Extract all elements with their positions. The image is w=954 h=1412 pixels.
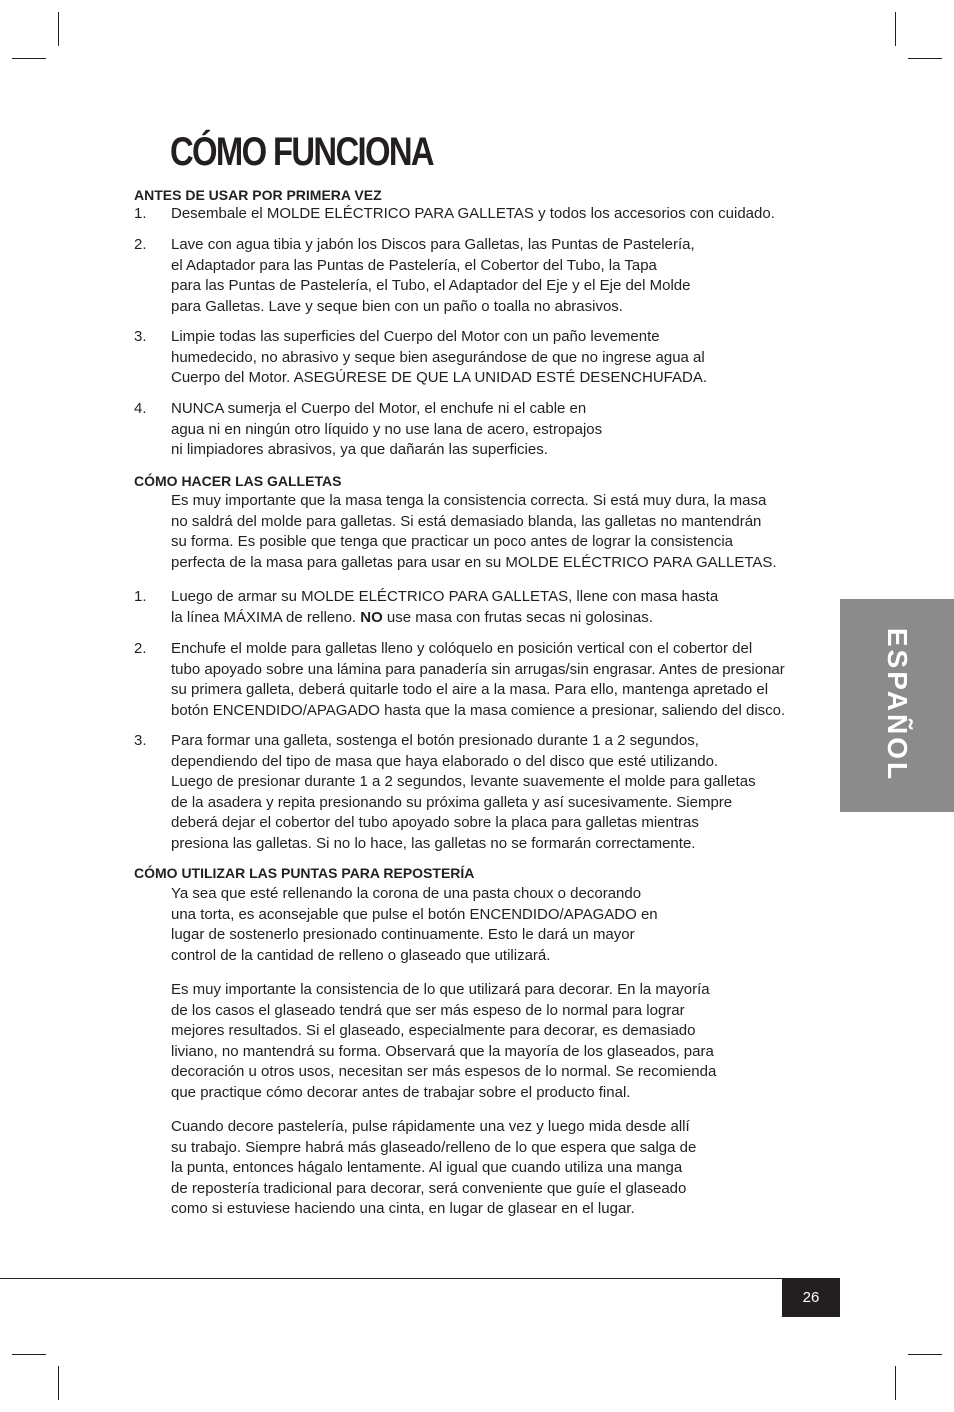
paragraph: Cuando decore pastelería, pulse rápidamente una vez y luego mida desde allí su trabajo. Siempre habrá más glaseado/relleno de lo que espera que salga de la punta, entonces hágalo lentamente. Al igual que cuando utiliza una manga de repostería tradicional para decorar, será conveniente que guíe el glaseado como si estuviese haciendo una cinta, en lugar de glasear en el lugar. <box>171 1118 697 1217</box>
crop-mark-top-left-vertical <box>58 12 59 46</box>
paragraph: Ya sea que esté rellenando la corona de una pasta choux o decorando una torta, es aconsejable que pulse el botón ENCENDIDO/APAGADO en lugar de sostenerlo presionado continuamente. Esto le dará un mayor control de la cantidad de relleno o glaseado que utilizará. <box>171 885 658 964</box>
crop-mark-top-left-horizontal <box>12 58 46 59</box>
item-text: NUNCA sumerja el Cuerpo del Motor, el enchufe ni el cable en agua ni en ningún otro líquido y no use lana de acero, estropajos ni limpiadores abrasivos, ya que dañarán las superficies. <box>171 400 603 458</box>
page-title: CÓMO FUNCIONA <box>170 130 433 174</box>
crop-mark-top-right-horizontal <box>908 58 942 59</box>
footer-rule <box>0 1278 782 1279</box>
item-text: Enchufe el molde para galletas lleno y colóquelo en posición vertical con el cobertor del tubo apoyado sobre una lámina para panadería sin arrugas/sin engrasar. Antes de presionar su primera galleta, deberá quitarle todo el aire a la masa. Para ello, mantenga apretado el botón ENCENDIDO/APAGADO hasta que la masa comience a presionar, saliendo del disco. <box>171 640 786 719</box>
item-text: Para formar una galleta, sostenga el botón presionado durante 1 a 2 segundos, dependiendo del tipo de masa que haya elaborado o del disco que esté utilizando. Luego de presionar durante 1 a 2 segundos, levante suavemente el molde para galletas de la asadera y repita presionando su próxima galleta y así sucesivamente. Siempre deberá dejar el cobertor del tubo apoyado sobre la placa para galletas mientras presiona las galletas. Si no lo hace, las galletas no se formarán correctamente. <box>171 732 756 852</box>
item-text: Desembale el MOLDE ELÉCTRICO PARA GALLETAS y todos los accesorios con cuidado. <box>171 205 775 222</box>
crop-mark-bottom-right-horizontal <box>908 1354 942 1355</box>
section-heading-pastry-tips: CÓMO UTILIZAR LAS PUNTAS PARA REPOSTERÍA <box>134 865 475 881</box>
language-side-tab <box>840 599 954 812</box>
item-number: 2. <box>134 640 147 657</box>
language-side-tab-label: ESPAÑOL <box>882 627 913 783</box>
item-text-bold: NO <box>360 608 383 626</box>
item-number: 1. <box>134 588 147 605</box>
item-text: Limpie todas las superficies del Cuerpo del Motor con un paño levemente humedecido, no abrasivo y seque bien asegurándose de que no ingrese agua al Cuerpo del Motor. ASEGÚRESE DE QUE LA UNIDAD ESTÉ DESENCHUFADA. <box>171 328 708 386</box>
item-number: 2. <box>134 236 147 253</box>
item-number: 4. <box>134 400 147 417</box>
page-number: 26 <box>782 1278 840 1317</box>
item-number: 3. <box>134 328 147 345</box>
section-heading-making-cookies: CÓMO HACER LAS GALLETAS <box>134 473 342 489</box>
crop-mark-bottom-right-vertical <box>895 1366 896 1400</box>
crop-mark-bottom-left-horizontal <box>12 1354 46 1355</box>
item-number: 1. <box>134 205 147 222</box>
item-text-part: use masa con frutas secas ni golosinas. <box>382 608 653 626</box>
section-intro-paragraph: Es muy importante que la masa tenga la consistencia correcta. Si está muy dura, la masa no saldrá del molde para galletas. Si está demasiado blanda, las galletas no mantendrán su forma. Es posible que tenga que practicar un poco antes de lograr la consistencia perfecta de la masa para galletas para usar en su MOLDE ELÉCTRICO PARA GALLETAS. <box>171 492 777 571</box>
crop-mark-top-right-vertical <box>895 12 896 46</box>
crop-mark-bottom-left-vertical <box>58 1366 59 1400</box>
item-text: Lave con agua tibia y jabón los Discos para Galletas, las Puntas de Pastelería, el Adaptador para las Puntas de Pastelería, el Cobertor del Tubo, la Tapa para las Puntas de Pastelería, el Tubo, el Adaptador del Eje y el Eje del Molde para Galletas. Lave y seque bien con un paño o toalla no abrasivos. <box>171 236 695 315</box>
paragraph: Es muy importante la consistencia de lo que utilizará para decorar. En la mayoría de los casos el glaseado tendrá que ser más espeso de lo normal para lograr mejores resultados. Si el glaseado, especialmente para decorar, es demasiado liviano, no mantendrá su forma. Observará que la mayoría de los glaseados, para decoración u otros usos, necesitan ser más espesos de lo normal. Se recomienda que practique cómo decorar antes de trabajar sobre el producto final. <box>171 981 717 1101</box>
item-text-part: Luego de armar su MOLDE ELÉCTRICO PARA GALLETAS, llene con masa hasta la línea MÁXIMA de relleno. <box>171 588 719 626</box>
item-text <box>171 587 718 628</box>
section-heading-before-first-use: ANTES DE USAR POR PRIMERA VEZ <box>134 187 382 203</box>
item-number: 3. <box>134 732 147 749</box>
